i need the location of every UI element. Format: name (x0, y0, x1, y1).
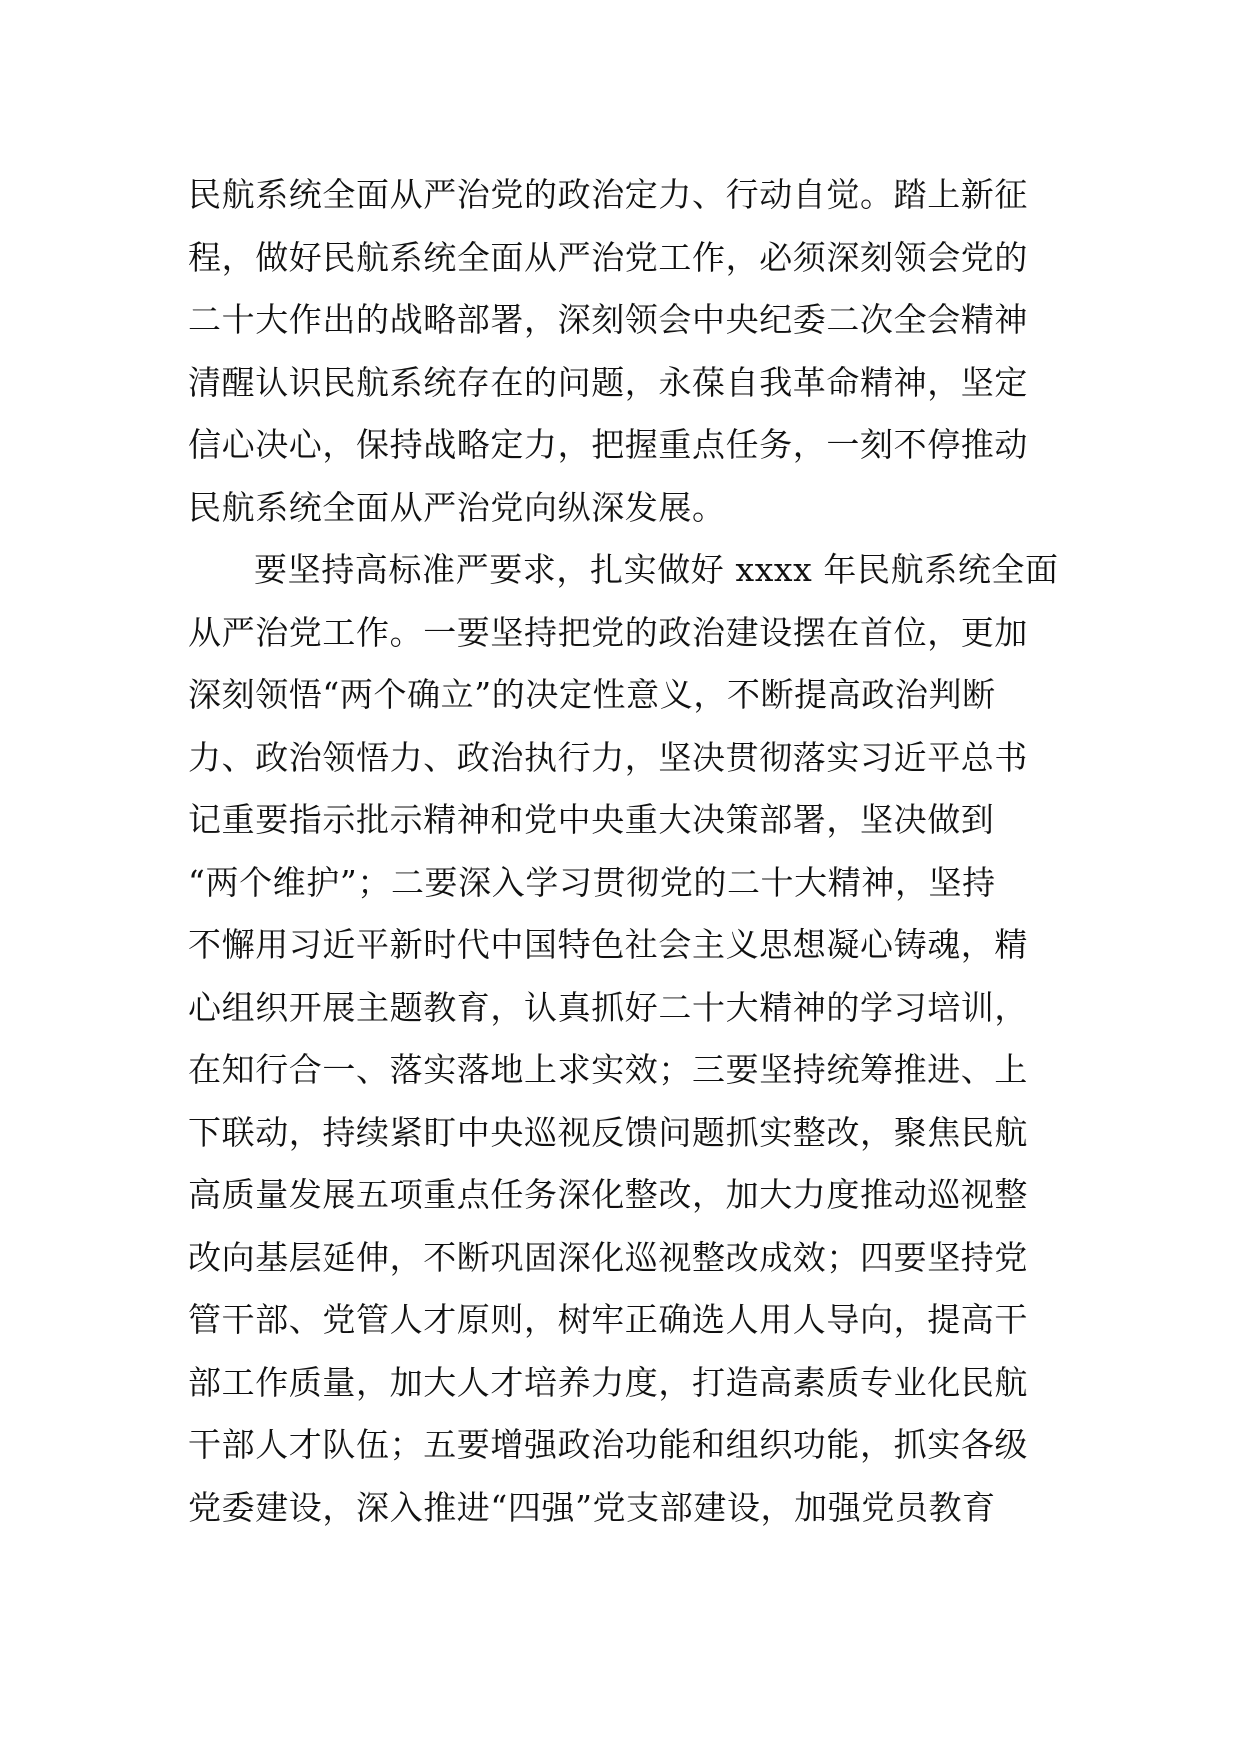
text-line: 从严治党工作。一要坚持把党的政治建设摆在首位，更加 (188, 612, 1028, 652)
text-line: 党委建设，深入推进“四强”党支部建设，加强党员教育 (188, 1487, 996, 1527)
text-line: 清醒认识民航系统存在的问题，永葆自我革命精神，坚定 (188, 362, 1028, 402)
text-line: 信心决心，保持战略定力，把握重点任务，一刻不停推动 (188, 425, 1028, 464)
text-line: 改向基层延伸，不断巩固深化巡视整改成效；四要坚持党 (188, 1237, 1028, 1277)
text-line: 干部人才队伍；五要增强政治功能和组织功能，抓实各级 (188, 1425, 1028, 1464)
text-line: 下联动，持续紧盯中央巡视反馈问题抓实整改，聚焦民航 (188, 1112, 1028, 1152)
text-line: 记重要指示批示精神和党中央重大决策部署，坚决做到 (188, 800, 995, 839)
text-line: 心组织开展主题教育，认真抓好二十大精神的学习培训， (188, 987, 1028, 1027)
text-line: 力、政治领悟力、政治执行力，坚决贯彻落实习近平总书 (188, 737, 1028, 777)
text-line: 不懈用习近平新时代中国特色社会主义思想凝心铸魂，精 (188, 925, 1028, 964)
body-text (188, 164, 1060, 1539)
text-line: 程，做好民航系统全面从严治党工作，必须深刻领会党的 (188, 237, 1028, 277)
text-line: 高质量发展五项重点任务深化整改，加大力度推动巡视整 (188, 1175, 1028, 1214)
text-line: 在知行合一、落实落地上求实效；三要坚持统筹推进、上 (188, 1050, 1028, 1089)
text-line: 二十大作出的战略部署，深刻领会中央纪委二次全会精神 (188, 300, 1028, 339)
text-line: 民航系统全面从严治党向纵深发展。 (188, 487, 726, 527)
text-line: 深刻领悟“两个确立”的决定性意义，不断提高政治判断 (188, 675, 996, 714)
text-line: 民航系统全面从严治党的政治定力、行动自觉。踏上新征 (188, 175, 1028, 214)
text-line: 管干部、党管人才原则，树牢正确选人用人导向，提高干 (188, 1300, 1028, 1339)
paragraph-first-line: 要坚持高标准严要求，扎实做好 xxxx 年民航系统全面 (254, 550, 1059, 589)
text-line: 部工作质量，加大人才培养力度，打造高素质专业化民航 (188, 1362, 1028, 1402)
text-line: “两个维护”；二要深入学习贯彻党的二十大精神，坚持 (188, 862, 996, 902)
